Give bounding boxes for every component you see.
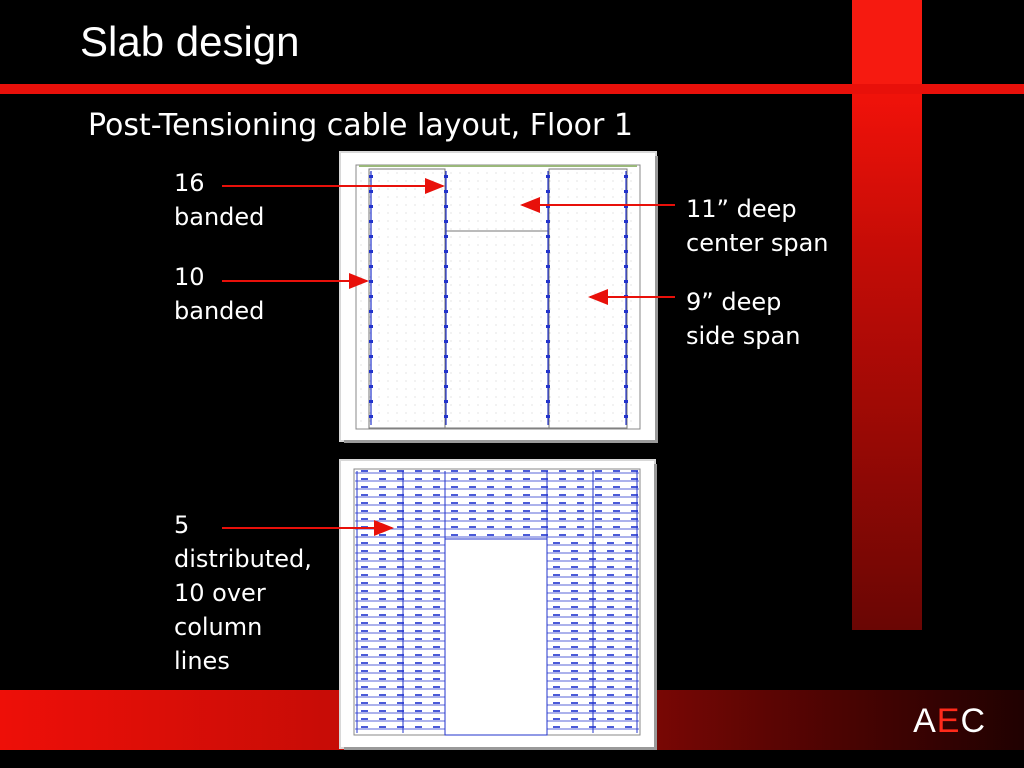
label-line: distributed, [174, 545, 312, 573]
label-line: 10 [174, 263, 205, 291]
slide-subtitle: Post-Tensioning cable layout, Floor 1 [88, 108, 633, 143]
label-line: 9” deep [686, 288, 782, 316]
label-line: center span [686, 229, 829, 257]
label-line: column [174, 613, 263, 641]
aec-logo [913, 700, 986, 742]
label-line: 11” deep [686, 195, 797, 223]
label-line: banded [174, 203, 265, 231]
label-line: banded [174, 297, 265, 325]
label-line: lines [174, 647, 230, 675]
label-line: side span [686, 322, 801, 350]
logo-letter: E [936, 702, 961, 740]
logo-letter: C [960, 702, 986, 740]
slide-title: Slab design [80, 18, 300, 65]
logo-letter: A [913, 702, 937, 740]
label-line: 5 [174, 511, 190, 539]
label-line: 16 [174, 169, 205, 197]
label-line: 10 over [174, 579, 266, 607]
